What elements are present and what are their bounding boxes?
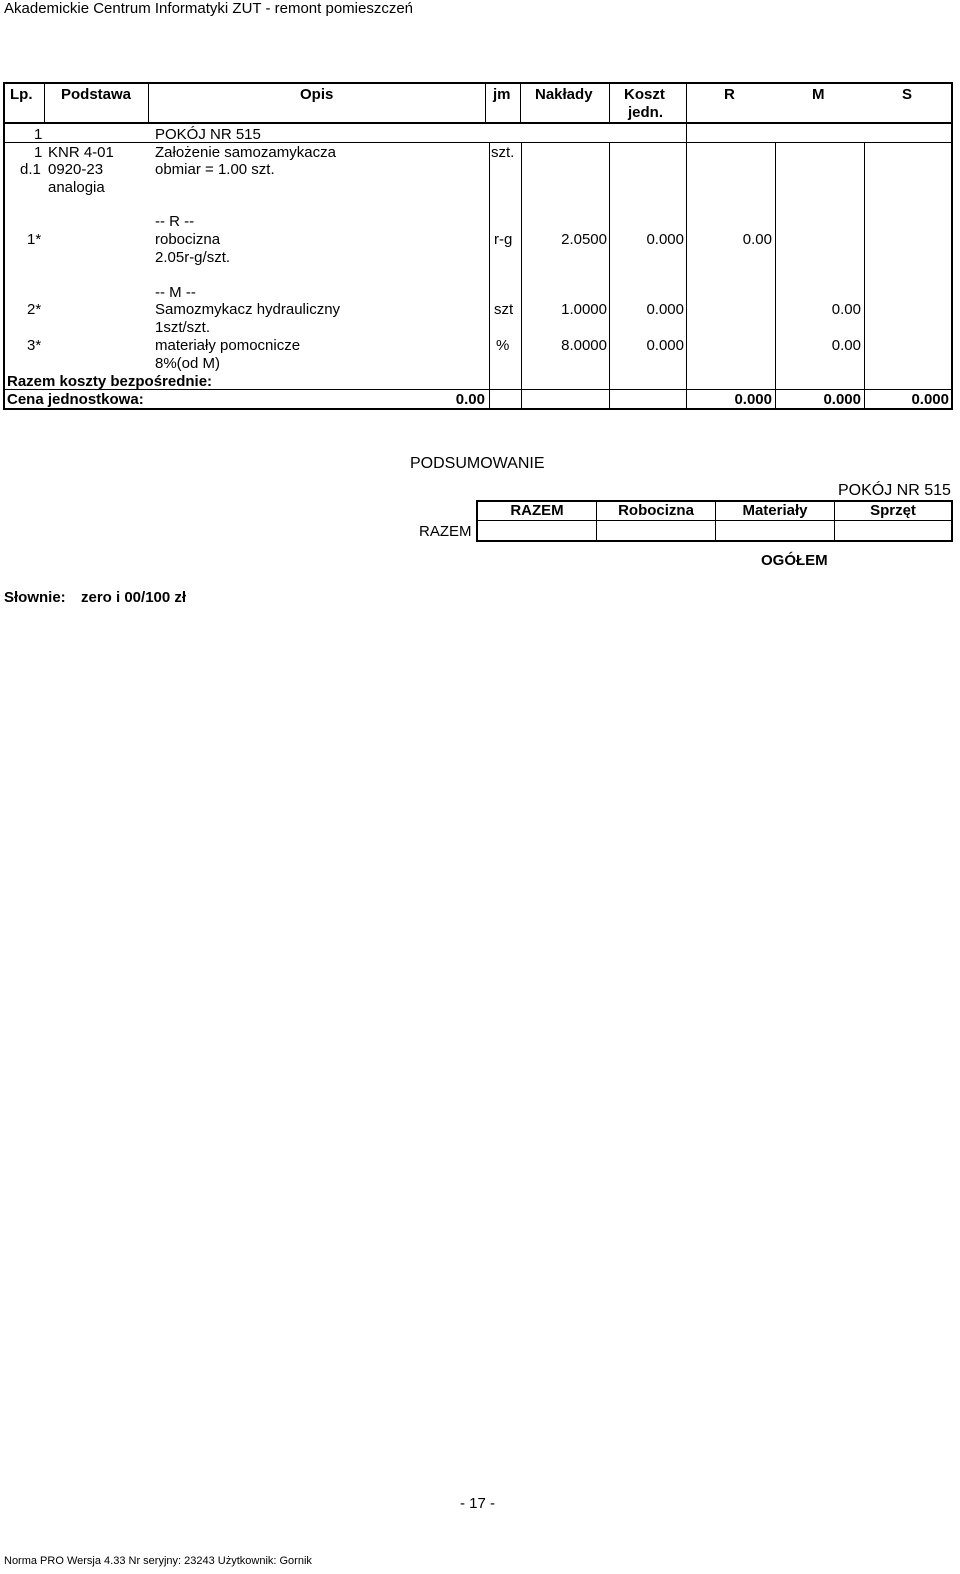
position-podstawa-2: 0920-23 bbox=[48, 161, 104, 178]
row2-sub: 1szt/szt. bbox=[155, 319, 211, 336]
row1-opis: robocizna bbox=[155, 231, 221, 248]
razem-label: Razem koszty bezpośrednie: bbox=[7, 373, 213, 390]
cena-s: 0.000 bbox=[911, 391, 949, 408]
page-number: - 17 - bbox=[460, 1495, 496, 1512]
summary-col-robocizna: Robocizna bbox=[618, 502, 694, 519]
position-opis: Założenie samozamykacza bbox=[155, 144, 336, 161]
row3-jm: % bbox=[496, 337, 510, 354]
row2-m: 0.00 bbox=[831, 301, 861, 318]
summary-row-label: RAZEM bbox=[419, 523, 472, 540]
position-podstawa-3: analogia bbox=[48, 179, 105, 196]
row1-lp: 1* bbox=[27, 231, 42, 248]
group-r: -- R -- bbox=[155, 213, 195, 230]
section-title: POKÓJ NR 515 bbox=[155, 126, 261, 143]
col-m: M bbox=[812, 86, 825, 103]
row3-opis: materiały pomocnicze bbox=[155, 337, 301, 354]
row1-jm: r-g bbox=[494, 231, 513, 248]
col-naklady: Nakłady bbox=[535, 86, 593, 103]
summary-ogolem: OGÓŁEM bbox=[761, 552, 828, 569]
row3-sub: 8%(od M) bbox=[155, 355, 221, 372]
col-s: S bbox=[902, 86, 913, 103]
group-m: -- M -- bbox=[155, 284, 196, 301]
software-footer: Norma PRO Wersja 4.33 Nr seryjny: 23243 Użytkownik: Gornik bbox=[4, 1555, 312, 1567]
row2-koszt: 0.000 bbox=[646, 301, 684, 318]
row2-jm: szt bbox=[494, 301, 514, 318]
summary-col-materialy: Materiały bbox=[742, 502, 808, 519]
cena-r: 0.000 bbox=[734, 391, 772, 408]
col-podstawa: Podstawa bbox=[61, 86, 132, 103]
col-koszt: Koszt bbox=[624, 86, 665, 103]
col-opis: Opis bbox=[300, 86, 334, 103]
summary-room: POKÓJ NR 515 bbox=[838, 482, 951, 499]
col-r: R bbox=[724, 86, 735, 103]
words-value: zero i 00/100 zł bbox=[81, 589, 187, 606]
summary-col-razem: RAZEM bbox=[510, 502, 564, 519]
row2-lp: 2* bbox=[27, 301, 42, 318]
position-jm: szt. bbox=[491, 144, 515, 161]
position-lp-sub: d.1 bbox=[20, 161, 41, 178]
row3-koszt: 0.000 bbox=[646, 337, 684, 354]
row3-m: 0.00 bbox=[831, 337, 861, 354]
position-lp: 1 bbox=[34, 144, 43, 161]
cena-label: Cena jednostkowa: bbox=[7, 391, 144, 408]
col-koszt-jedn: jedn. bbox=[628, 104, 664, 121]
row1-sub: 2.05r-g/szt. bbox=[155, 249, 231, 266]
words-label: Słownie: bbox=[4, 589, 66, 606]
position-obmiar: obmiar = 1.00 szt. bbox=[155, 161, 275, 178]
row3-lp: 3* bbox=[27, 337, 42, 354]
col-jm: jm bbox=[493, 86, 511, 103]
document-title: Akademickie Centrum Informatyki ZUT - remont pomieszczeń bbox=[4, 0, 414, 17]
cena-m: 0.000 bbox=[823, 391, 861, 408]
row1-koszt: 0.000 bbox=[646, 231, 684, 248]
row2-naklady: 1.0000 bbox=[561, 301, 607, 318]
row1-naklady: 2.0500 bbox=[561, 231, 607, 248]
summary-col-sprzet: Sprzęt bbox=[870, 502, 916, 519]
position-podstawa-1: KNR 4-01 bbox=[48, 144, 114, 161]
col-lp: Lp. bbox=[10, 86, 33, 103]
section-lp: 1 bbox=[34, 126, 43, 143]
summary-title: PODSUMOWANIE bbox=[410, 455, 545, 472]
cena-value: 0.00 bbox=[455, 391, 485, 408]
row2-opis: Samozmykacz hydrauliczny bbox=[155, 301, 341, 318]
row3-naklady: 8.0000 bbox=[561, 337, 607, 354]
row1-r: 0.00 bbox=[742, 231, 772, 248]
